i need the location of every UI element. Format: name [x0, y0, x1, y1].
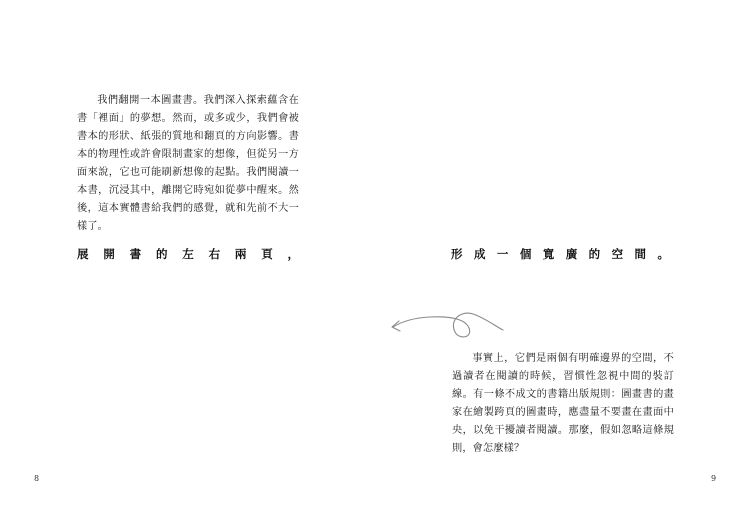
heading-char: 兩	[234, 247, 247, 261]
right-page	[375, 0, 750, 507]
heading-char: 左	[182, 247, 194, 261]
page-number-left: 8	[34, 474, 40, 483]
heading-char: 間	[634, 247, 646, 261]
heading-char: 成	[473, 247, 486, 261]
heading-char: 。	[657, 247, 669, 261]
right-heading	[451, 244, 669, 264]
heading-char: 右	[208, 247, 221, 261]
heading-char: 形	[451, 247, 463, 261]
heading-char: 一	[496, 247, 509, 261]
hand-drawn-loop-arrow-icon	[385, 308, 505, 348]
left-body-text: 我們翻開一本圖畫書。我們深入探索蘊含在書「裡面」的夢想。然而，或多或少，我們會被書本的形狀、紙張的質地和翻頁的方向影響。書本的物理性或許會限制畫家的想像，但從另一方面來說，它也可能刷新想像的起點。我們閱讀一本書，沉浸其中，離開它時宛如從夢中醒來。然後，這本實體書給我們的感覺，就和先前不大一樣了。	[77, 95, 299, 232]
heading-char: 廣	[565, 247, 578, 261]
heading-char: 開	[103, 247, 115, 261]
heading-char: 個	[519, 247, 532, 261]
left-heading	[77, 244, 299, 264]
heading-char: 寬	[542, 247, 555, 261]
arrow-stroke	[393, 313, 503, 337]
right-body-text: 事實上，它們是兩個有明確邊界的空間，不過讀者在閱讀的時候，習慣性忽視中間的裝訂線。有一條不成文的書籍出版規則：圖畫書的畫家在繪製跨頁的圖畫時，應盡量不要畫在畫面中央，以免干擾讀者閱讀。那麼，假如忽略這條規則，會怎麼樣？	[452, 353, 674, 454]
heading-char: 書	[129, 247, 142, 261]
heading-char: 的	[155, 247, 168, 261]
left-body-paragraph	[77, 92, 299, 236]
arrow-head	[392, 321, 400, 331]
heading-char: 展	[77, 247, 89, 261]
page-number-right: 9	[711, 474, 717, 483]
right-body-paragraph	[452, 350, 674, 458]
heading-char: 頁	[261, 247, 273, 261]
heading-char: ，	[287, 247, 299, 261]
heading-char: 空	[611, 247, 624, 261]
heading-char: 的	[588, 247, 601, 261]
